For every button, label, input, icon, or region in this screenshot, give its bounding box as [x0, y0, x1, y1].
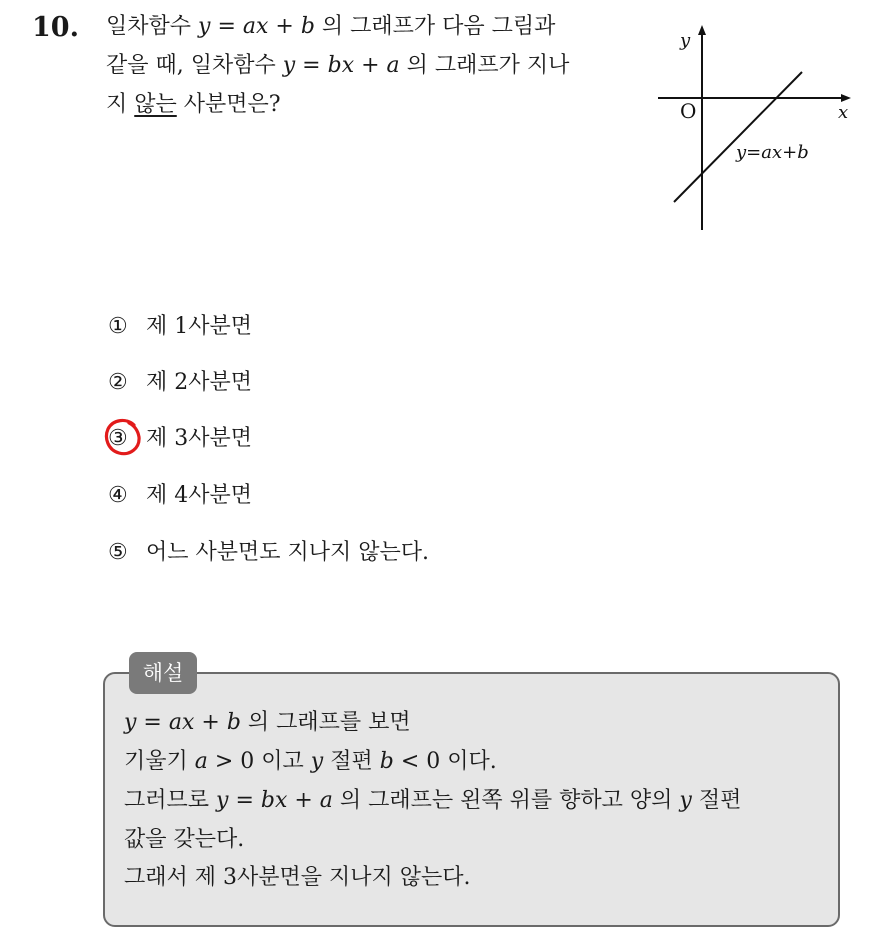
- explanation-line-5: 그래서 제 3사분면을 지나지 않는다.: [124, 865, 471, 890]
- function-line: [674, 72, 802, 202]
- y-axis-label: y: [680, 30, 691, 51]
- question-number: 10.: [32, 12, 79, 43]
- option-1[interactable]: ① 제 1사분면: [108, 314, 252, 339]
- linear-function-graph: [650, 20, 860, 235]
- explanation-line-3: 그러므로 y = bx + a 의 그래프는 왼쪽 위를 향하고 양의 y 절편: [124, 788, 742, 813]
- line-label: y=ax+b: [736, 142, 809, 163]
- origin-label: O: [680, 99, 697, 123]
- x-axis-label: x: [838, 102, 849, 123]
- explanation-line-1: y = ax + b 의 그래프를 보면: [124, 710, 411, 735]
- option-3[interactable]: ③ 제 3사분면: [108, 426, 252, 451]
- explanation-line-4: 값을 갖는다.: [124, 827, 245, 852]
- answer-circle-mark: [103, 417, 143, 457]
- explanation-badge: 해설: [129, 652, 197, 694]
- underlined-word: 않는: [134, 92, 177, 117]
- option-2[interactable]: ② 제 2사분면: [108, 370, 252, 395]
- explanation-line-2: 기울기 a > 0 이고 y 절편 b < 0 이다.: [124, 749, 497, 774]
- question-line-1: 일차함수 y = ax + b 의 그래프가 다음 그림과: [106, 14, 556, 39]
- option-4[interactable]: ④ 제 4사분면: [108, 483, 252, 508]
- question-line-3: 지 않는 사분면은?: [106, 92, 281, 117]
- option-5[interactable]: ⑤ 어느 사분면도 지나지 않는다.: [108, 540, 429, 565]
- question-line-2: 같을 때, 일차함수 y = bx + a 의 그래프가 지나: [106, 53, 570, 78]
